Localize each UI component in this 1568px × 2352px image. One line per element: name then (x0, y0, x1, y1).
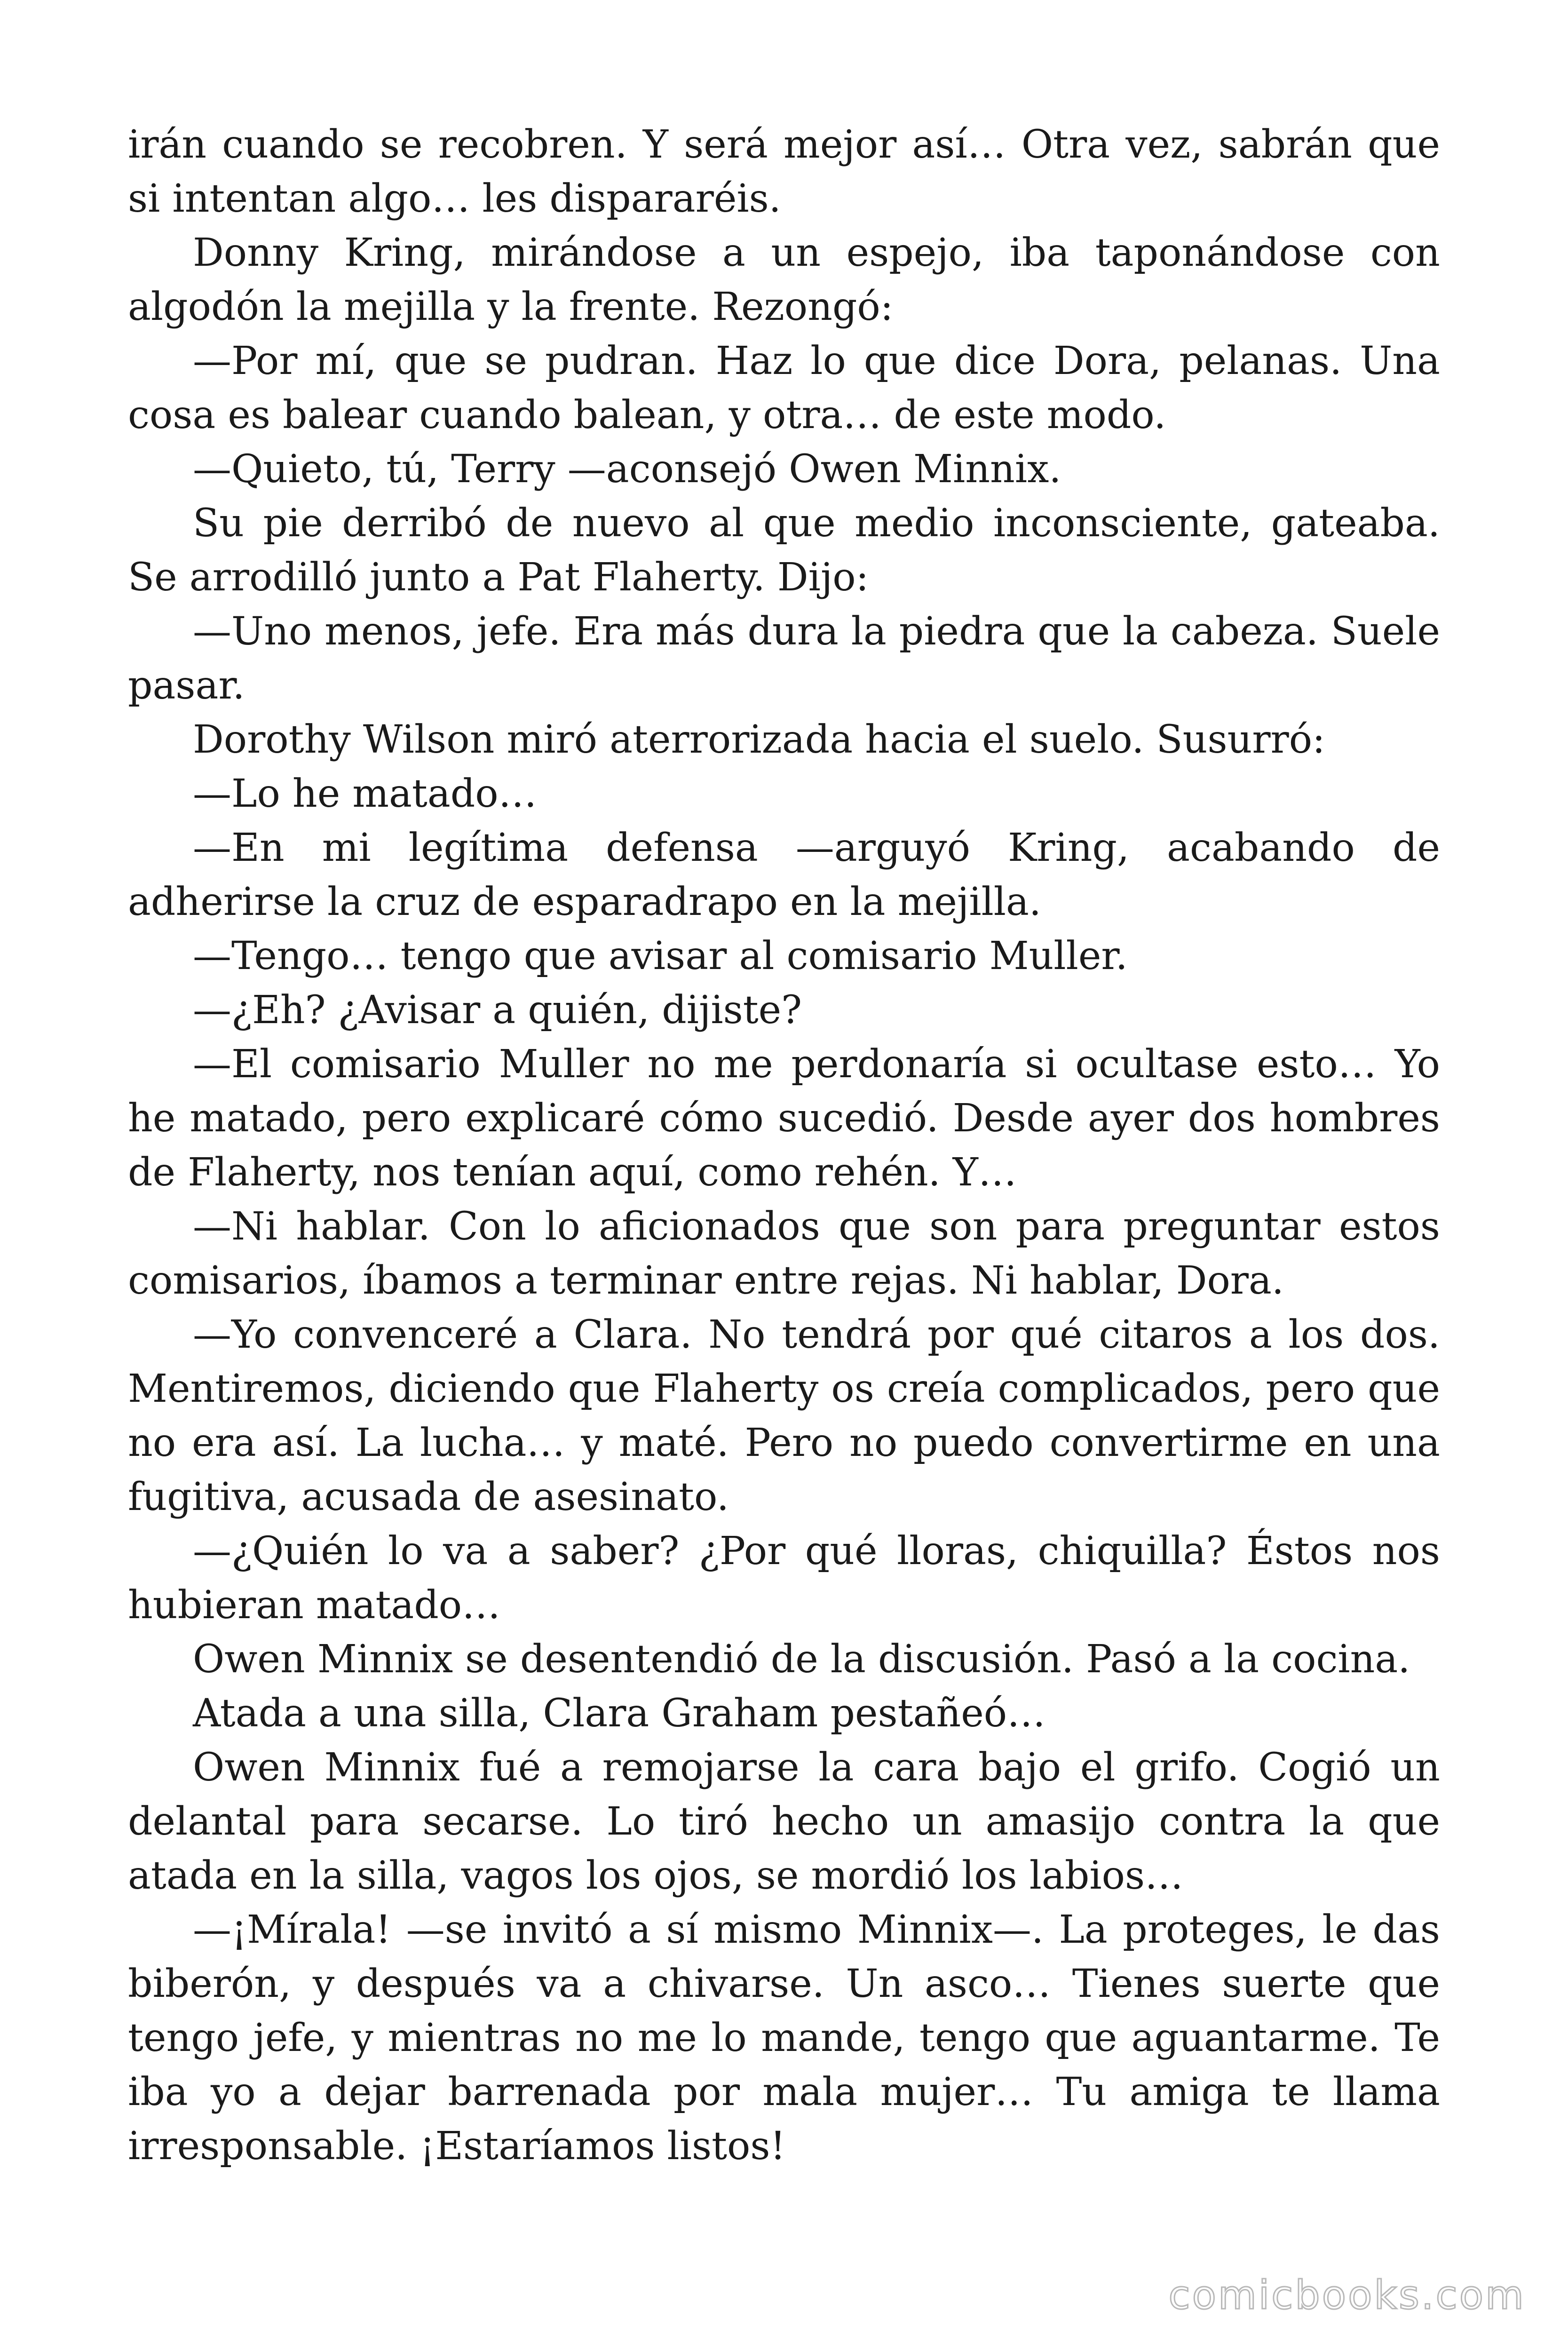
paragraph-1: irán cuando se recobren. Y será mejor así… Otra vez, sabrán que si intentan algo… les dispararéis. (128, 122, 1440, 221)
paragraph-6: —Uno menos, jefe. Era más dura la piedra que la cabeza. Suele pasar. (128, 609, 1440, 708)
paragraph-18: Owen Minnix fué a remojarse la cara bajo el grifo. Cogió un delantal para secarse. Lo tiró hecho un amasijo contra la que atada en la silla, vagos los ojos, se mordió los labios… (128, 1745, 1440, 1898)
paragraph-10: —Tengo… tengo que avisar al comisario Muller. (193, 934, 1128, 978)
watermark: comicbooks.com (1168, 2272, 1526, 2318)
paragraph-17: Atada a una silla, Clara Graham pestañeó… (193, 1691, 1046, 1736)
book-page-text (128, 118, 1440, 2173)
paragraph-16: Owen Minnix se desentendió de la discusión. Pasó a la cocina. (193, 1637, 1410, 1682)
paragraph-4: —Quieto, tú, Terry —aconsejó Owen Minnix. (193, 447, 1061, 492)
paragraph-13: —Ni hablar. Con lo aficionados que son para preguntar estos comisarios, íbamos a terminar entre rejas. Ni hablar, Dora. (128, 1204, 1440, 1303)
paragraph-7: Dorothy Wilson miró aterrorizada hacia el suelo. Susurró: (193, 717, 1325, 762)
paragraph-5: Su pie derribó de nuevo al que medio inconsciente, gateaba. Se arrodilló junto a Pat Flaherty. Dijo: (128, 501, 1440, 600)
paragraph-19: —¡Mírala! —se invitó a sí mismo Minnix—. La proteges, le das biberón, y después va a chivarse. Un asco… Tienes suerte que tengo jefe, y mientras no me lo mande, tengo que aguantarme. Te iba yo a dejar barrenada por mala mujer… Tu amiga te llama irresponsable. ¡Estaríamos listos! (128, 1907, 1440, 2169)
paragraph-15: —¿Quién lo va a saber? ¿Por qué lloras, chiquilla? Éstos nos hubieran matado… (128, 1529, 1440, 1628)
paragraph-14: —Yo convenceré a Clara. No tendrá por qué citaros a los dos. Mentiremos, diciendo que Flaherty os creía complicados, pero que no era así. La lucha… y maté. Pero no puedo convertirme en una fugitiva, acusada de asesinato. (128, 1312, 1440, 1519)
paragraph-8: —Lo he matado… (193, 771, 537, 816)
paragraph-2: Donny Kring, mirándose a un espejo, iba taponándose con algodón la mejilla y la frente. Rezongó: (128, 230, 1440, 329)
paragraph-9: —En mi legítima defensa —arguyó Kring, acabando de adherirse la cruz de esparadrapo en la mejilla. (128, 826, 1440, 924)
paragraph-3: —Por mí, que se pudran. Haz lo que dice Dora, pelanas. Una cosa es balear cuando balean, y otra… de este modo. (128, 339, 1440, 437)
paragraph-12: —El comisario Muller no me perdonaría si ocultase esto… Yo he matado, pero explicaré cómo sucedió. Desde ayer dos hombres de Flaherty, nos tenían aquí, como rehén. Y… (128, 1042, 1440, 1195)
paragraph-11: —¿Eh? ¿Avisar a quién, dijiste? (193, 988, 802, 1033)
